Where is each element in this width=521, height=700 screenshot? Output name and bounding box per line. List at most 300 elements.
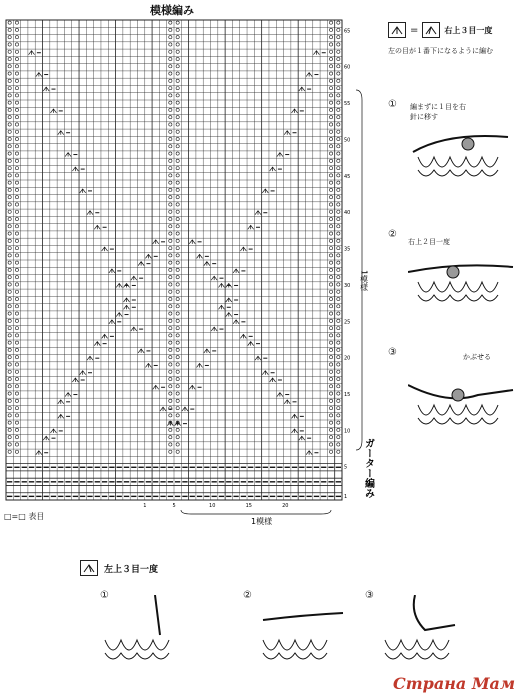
twisted-stitch-icon <box>337 101 340 104</box>
twisted-stitch-icon <box>176 276 179 279</box>
twisted-stitch-icon <box>337 341 340 344</box>
twisted-stitch-icon <box>169 108 172 111</box>
twisted-stitch-icon <box>329 319 332 322</box>
twisted-stitch-icon <box>176 305 179 308</box>
twisted-stitch-icon <box>176 217 179 220</box>
twisted-stitch-icon <box>8 72 11 75</box>
twisted-stitch-icon <box>169 385 172 388</box>
twisted-stitch-icon <box>176 86 179 89</box>
col-number: 20 <box>282 503 289 509</box>
twisted-stitch-icon <box>337 370 340 373</box>
twisted-stitch-icon <box>15 392 18 395</box>
twisted-stitch-icon <box>8 363 11 366</box>
twisted-stitch-icon <box>8 399 11 402</box>
step-number: ② <box>243 590 252 601</box>
twisted-stitch-icon <box>176 188 179 191</box>
twisted-stitch-icon <box>329 356 332 359</box>
decrease-symbol <box>240 334 246 338</box>
twisted-stitch-icon <box>176 356 179 359</box>
twisted-stitch-icon <box>337 443 340 446</box>
twisted-stitch-icon <box>8 276 11 279</box>
twisted-stitch-icon <box>329 428 332 431</box>
twisted-stitch-icon <box>329 290 332 293</box>
twisted-stitch-icon <box>329 239 332 242</box>
twisted-stitch-icon <box>8 28 11 31</box>
twisted-stitch-icon <box>15 377 18 380</box>
row-number: 35 <box>344 246 351 253</box>
decrease-symbol <box>58 414 64 418</box>
twisted-stitch-icon <box>176 94 179 97</box>
right-description: 左の目が１番下になるように編む <box>388 47 493 55</box>
right-3-together-icon <box>388 22 406 38</box>
step-number: ① <box>100 590 109 601</box>
twisted-stitch-icon <box>15 334 18 337</box>
twisted-stitch-icon <box>337 72 340 75</box>
twisted-stitch-icon <box>15 356 18 359</box>
twisted-stitch-icon <box>169 297 172 300</box>
twisted-stitch-icon <box>329 116 332 119</box>
repeat-horizontal-label: 1模様 <box>251 517 273 526</box>
twisted-stitch-icon <box>15 203 18 206</box>
twisted-stitch-icon <box>329 65 332 68</box>
twisted-stitch-icon <box>15 326 18 329</box>
twisted-stitch-icon <box>337 145 340 148</box>
twisted-stitch-icon <box>176 225 179 228</box>
twisted-stitch-icon <box>176 239 179 242</box>
twisted-stitch-icon <box>176 414 179 417</box>
twisted-stitch-icon <box>176 385 179 388</box>
decrease-symbol <box>65 153 71 157</box>
decrease-symbol <box>262 371 268 375</box>
twisted-stitch-icon <box>15 28 18 31</box>
twisted-stitch-icon <box>15 450 18 453</box>
twisted-stitch-icon <box>8 356 11 359</box>
twisted-stitch-icon <box>8 421 11 424</box>
twisted-stitch-icon <box>337 326 340 329</box>
twisted-stitch-icon <box>169 239 172 242</box>
twisted-stitch-icon <box>329 436 332 439</box>
chart-title: 模様編み <box>150 4 194 17</box>
twisted-stitch-icon <box>169 130 172 133</box>
twisted-stitch-icon <box>169 326 172 329</box>
twisted-stitch-icon <box>8 370 11 373</box>
twisted-stitch-icon <box>8 50 11 53</box>
twisted-stitch-icon <box>176 348 179 351</box>
twisted-stitch-icon <box>176 28 179 31</box>
decrease-symbol <box>43 436 49 440</box>
twisted-stitch-icon <box>176 450 179 453</box>
twisted-stitch-icon <box>329 276 332 279</box>
twisted-stitch-icon <box>337 123 340 126</box>
twisted-stitch-icon <box>329 57 332 60</box>
twisted-stitch-icon <box>169 159 172 162</box>
twisted-stitch-icon <box>15 254 18 257</box>
twisted-stitch-icon <box>8 65 11 68</box>
twisted-stitch-icon <box>337 305 340 308</box>
bottom-step-2 <box>243 583 252 602</box>
twisted-stitch-icon <box>329 297 332 300</box>
twisted-stitch-icon <box>169 86 172 89</box>
twisted-stitch-icon <box>8 392 11 395</box>
decrease-symbol <box>109 269 115 273</box>
twisted-stitch-icon <box>8 261 11 264</box>
twisted-stitch-icon <box>15 123 18 126</box>
twisted-stitch-icon <box>176 210 179 213</box>
twisted-stitch-icon <box>15 406 18 409</box>
legend <box>4 511 44 522</box>
decrease-symbol <box>262 189 268 193</box>
twisted-stitch-icon <box>337 116 340 119</box>
twisted-stitch-icon <box>15 217 18 220</box>
twisted-stitch-icon <box>169 399 172 402</box>
twisted-stitch-icon <box>169 50 172 53</box>
decrease-symbol <box>58 400 64 404</box>
twisted-stitch-icon <box>337 399 340 402</box>
twisted-stitch-icon <box>8 181 11 184</box>
twisted-stitch-icon <box>169 312 172 315</box>
twisted-stitch-icon <box>15 86 18 89</box>
decrease-symbol <box>160 407 166 411</box>
knitting-illustration-icon <box>100 595 190 670</box>
twisted-stitch-icon <box>176 341 179 344</box>
row-number: 40 <box>344 210 351 217</box>
twisted-stitch-icon <box>15 50 18 53</box>
twisted-stitch-icon <box>169 43 172 46</box>
twisted-stitch-icon <box>337 421 340 424</box>
twisted-stitch-icon <box>329 341 332 344</box>
twisted-stitch-icon <box>169 428 172 431</box>
twisted-stitch-icon <box>337 65 340 68</box>
twisted-stitch-icon <box>337 217 340 220</box>
twisted-stitch-icon <box>15 94 18 97</box>
twisted-stitch-icon <box>329 196 332 199</box>
twisted-stitch-icon <box>337 254 340 257</box>
decrease-symbol <box>299 436 305 440</box>
decrease-symbol <box>284 400 290 404</box>
twisted-stitch-icon <box>8 57 11 60</box>
twisted-stitch-icon <box>329 130 332 133</box>
twisted-stitch-icon <box>176 203 179 206</box>
twisted-stitch-icon <box>337 297 340 300</box>
twisted-stitch-icon <box>176 268 179 271</box>
step-caption: 編まずに１目を右針に移す <box>410 103 466 121</box>
decrease-symbol <box>306 451 312 455</box>
decrease-symbol <box>87 356 93 360</box>
decrease-symbol <box>182 407 188 411</box>
twisted-stitch-icon <box>15 232 18 235</box>
twisted-stitch-icon <box>8 443 11 446</box>
twisted-stitch-icon <box>15 145 18 148</box>
twisted-stitch-icon <box>169 181 172 184</box>
twisted-stitch-icon <box>337 225 340 228</box>
twisted-stitch-icon <box>176 137 179 140</box>
twisted-stitch-icon <box>329 246 332 249</box>
twisted-stitch-icon <box>169 65 172 68</box>
twisted-stitch-icon <box>169 79 172 82</box>
repeat-vertical-label: 1模様 <box>359 270 369 292</box>
decrease-symbol <box>94 225 100 229</box>
twisted-stitch-icon <box>169 283 172 286</box>
twisted-stitch-icon <box>337 319 340 322</box>
twisted-stitch-icon <box>337 385 340 388</box>
twisted-stitch-icon <box>15 443 18 446</box>
twisted-stitch-icon <box>8 246 11 249</box>
twisted-stitch-icon <box>15 196 18 199</box>
twisted-stitch-icon <box>329 123 332 126</box>
twisted-stitch-icon <box>169 123 172 126</box>
twisted-stitch-icon <box>337 210 340 213</box>
twisted-stitch-icon <box>169 276 172 279</box>
decrease-symbol <box>43 87 49 91</box>
twisted-stitch-icon <box>169 210 172 213</box>
twisted-stitch-icon <box>169 268 172 271</box>
twisted-stitch-icon <box>337 406 340 409</box>
twisted-stitch-icon <box>176 196 179 199</box>
twisted-stitch-icon <box>176 166 179 169</box>
twisted-stitch-icon <box>337 86 340 89</box>
twisted-stitch-icon <box>329 203 332 206</box>
decrease-symbol <box>50 429 56 433</box>
twisted-stitch-icon <box>15 152 18 155</box>
twisted-stitch-icon <box>15 188 18 191</box>
decrease-symbol <box>116 283 122 287</box>
decrease-symbol <box>138 349 144 353</box>
twisted-stitch-icon <box>329 21 332 24</box>
decrease-symbol <box>292 429 298 433</box>
twisted-stitch-icon <box>337 21 340 24</box>
twisted-stitch-icon <box>337 392 340 395</box>
twisted-stitch-icon <box>8 196 11 199</box>
twisted-stitch-icon <box>337 203 340 206</box>
twisted-stitch-icon <box>169 28 172 31</box>
twisted-stitch-icon <box>329 312 332 315</box>
decrease-symbol <box>109 320 115 324</box>
twisted-stitch-icon <box>15 108 18 111</box>
decrease-symbol <box>313 51 319 55</box>
twisted-stitch-icon <box>169 57 172 60</box>
twisted-stitch-icon <box>337 28 340 31</box>
twisted-stitch-icon <box>329 108 332 111</box>
twisted-stitch-icon <box>15 65 18 68</box>
twisted-stitch-icon <box>176 79 179 82</box>
twisted-stitch-icon <box>337 174 340 177</box>
twisted-stitch-icon <box>15 283 18 286</box>
twisted-stitch-icon <box>329 152 332 155</box>
decrease-symbol <box>80 189 86 193</box>
twisted-stitch-icon <box>8 428 11 431</box>
twisted-stitch-icon <box>8 232 11 235</box>
twisted-stitch-icon <box>176 254 179 257</box>
twisted-stitch-icon <box>329 79 332 82</box>
twisted-stitch-icon <box>176 174 179 177</box>
decrease-symbol <box>240 247 246 251</box>
right-symbol-title: 右上３目一度 <box>444 25 493 35</box>
twisted-stitch-icon <box>329 326 332 329</box>
col-number: 1 <box>143 503 147 509</box>
twisted-stitch-icon <box>169 334 172 337</box>
twisted-stitch-icon <box>337 130 340 133</box>
twisted-stitch-icon <box>337 334 340 337</box>
twisted-stitch-icon <box>176 101 179 104</box>
twisted-stitch-icon <box>8 43 11 46</box>
twisted-stitch-icon <box>169 319 172 322</box>
left-3-together-icon <box>80 560 98 576</box>
decrease-symbol <box>277 153 283 157</box>
decrease-symbol <box>218 305 224 309</box>
twisted-stitch-icon <box>337 166 340 169</box>
twisted-stitch-icon <box>337 261 340 264</box>
twisted-stitch-icon <box>8 210 11 213</box>
twisted-stitch-icon <box>169 137 172 140</box>
twisted-stitch-icon <box>337 290 340 293</box>
twisted-stitch-icon <box>15 385 18 388</box>
twisted-stitch-icon <box>15 341 18 344</box>
twisted-stitch-icon <box>176 334 179 337</box>
twisted-stitch-icon <box>176 406 179 409</box>
twisted-stitch-icon <box>329 261 332 264</box>
twisted-stitch-icon <box>15 297 18 300</box>
row-number: 1 <box>344 493 348 500</box>
twisted-stitch-icon <box>169 94 172 97</box>
twisted-stitch-icon <box>15 421 18 424</box>
twisted-stitch-icon <box>169 377 172 380</box>
twisted-stitch-icon <box>176 159 179 162</box>
twisted-stitch-icon <box>15 79 18 82</box>
twisted-stitch-icon <box>8 283 11 286</box>
twisted-stitch-icon <box>329 86 332 89</box>
twisted-stitch-icon <box>8 188 11 191</box>
decrease-symbol <box>211 276 217 280</box>
twisted-stitch-icon <box>329 210 332 213</box>
twisted-stitch-icon <box>337 239 340 242</box>
twisted-stitch-icon <box>337 94 340 97</box>
twisted-stitch-icon <box>8 414 11 417</box>
decrease-symbol <box>124 283 130 287</box>
twisted-stitch-icon <box>15 166 18 169</box>
twisted-stitch-icon <box>176 246 179 249</box>
twisted-stitch-icon <box>15 21 18 24</box>
twisted-stitch-icon <box>337 377 340 380</box>
twisted-stitch-icon <box>15 268 18 271</box>
twisted-stitch-icon <box>8 268 11 271</box>
decrease-symbol <box>204 262 210 266</box>
right-step-2 <box>388 222 450 246</box>
step-number: ② <box>388 229 397 240</box>
decrease-symbol <box>270 167 276 171</box>
right-step-1 <box>388 92 466 121</box>
decrease-symbol <box>102 334 108 338</box>
twisted-stitch-icon <box>8 116 11 119</box>
twisted-stitch-icon <box>8 123 11 126</box>
twisted-stitch-icon <box>169 246 172 249</box>
twisted-stitch-icon <box>15 370 18 373</box>
row-number: 20 <box>344 355 351 362</box>
twisted-stitch-icon <box>169 145 172 148</box>
twisted-stitch-icon <box>15 239 18 242</box>
twisted-stitch-icon <box>337 181 340 184</box>
twisted-stitch-icon <box>169 348 172 351</box>
decrease-symbol <box>248 342 254 346</box>
twisted-stitch-icon <box>8 377 11 380</box>
bottom-symbol-title: 左上３目一度 <box>104 564 159 575</box>
twisted-stitch-icon <box>169 188 172 191</box>
decrease-symbol <box>233 269 239 273</box>
twisted-stitch-icon <box>8 305 11 308</box>
decrease-symbol <box>277 393 283 397</box>
decrease-symbol <box>284 131 290 135</box>
row-number: 30 <box>344 282 351 289</box>
twisted-stitch-icon <box>329 181 332 184</box>
decrease-symbol <box>306 73 312 77</box>
twisted-stitch-icon <box>169 21 172 24</box>
decrease-symbol <box>72 167 78 171</box>
twisted-stitch-icon <box>8 319 11 322</box>
twisted-stitch-icon <box>8 130 11 133</box>
twisted-stitch-icon <box>337 268 340 271</box>
twisted-stitch-icon <box>8 217 11 220</box>
twisted-stitch-icon <box>169 290 172 293</box>
twisted-stitch-icon <box>329 36 332 39</box>
right-panel <box>388 22 521 361</box>
twisted-stitch-icon <box>15 436 18 439</box>
decrease-symbol <box>175 422 181 426</box>
twisted-stitch-icon <box>176 428 179 431</box>
row-number: 25 <box>344 319 351 326</box>
twisted-stitch-icon <box>329 406 332 409</box>
twisted-stitch-icon <box>15 43 18 46</box>
decrease-symbol <box>226 313 232 317</box>
decrease-symbol <box>116 313 122 317</box>
twisted-stitch-icon <box>169 370 172 373</box>
decrease-symbol <box>29 51 35 55</box>
twisted-stitch-icon <box>176 50 179 53</box>
decrease-symbol <box>36 451 42 455</box>
twisted-stitch-icon <box>8 21 11 24</box>
twisted-stitch-icon <box>8 436 11 439</box>
twisted-stitch-icon <box>169 341 172 344</box>
decrease-symbol <box>153 385 159 389</box>
twisted-stitch-icon <box>15 348 18 351</box>
twisted-stitch-icon <box>337 152 340 155</box>
twisted-stitch-icon <box>329 385 332 388</box>
twisted-stitch-icon <box>169 116 172 119</box>
decrease-symbol <box>102 247 108 251</box>
twisted-stitch-icon <box>8 108 11 111</box>
twisted-stitch-icon <box>169 450 172 453</box>
twisted-stitch-icon <box>337 159 340 162</box>
twisted-stitch-icon <box>337 57 340 60</box>
twisted-stitch-icon <box>329 377 332 380</box>
twisted-stitch-icon <box>8 326 11 329</box>
row-number: 15 <box>344 392 351 398</box>
watermark: Страна Мам <box>393 674 516 693</box>
decrease-symbol <box>58 131 64 135</box>
twisted-stitch-icon <box>329 443 332 446</box>
twisted-stitch-icon <box>176 443 179 446</box>
decrease-symbol <box>226 298 232 302</box>
repeat-bracket-horizontal <box>181 510 331 514</box>
twisted-stitch-icon <box>176 363 179 366</box>
twisted-stitch-icon <box>15 137 18 140</box>
twisted-stitch-icon <box>169 363 172 366</box>
twisted-stitch-icon <box>329 225 332 228</box>
twisted-stitch-icon <box>8 101 11 104</box>
garter-label: ガーター編み <box>362 438 374 498</box>
decrease-symbol <box>189 385 195 389</box>
twisted-stitch-icon <box>15 72 18 75</box>
twisted-stitch-icon <box>15 428 18 431</box>
decrease-symbol <box>233 320 239 324</box>
